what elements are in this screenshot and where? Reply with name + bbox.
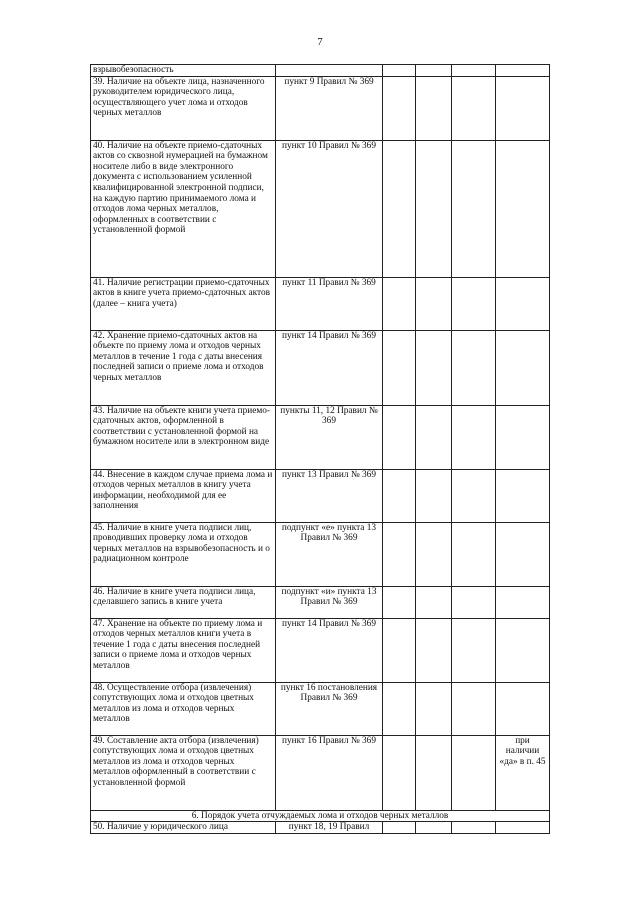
note-cell bbox=[496, 586, 550, 618]
answer-yes-cell bbox=[383, 522, 416, 586]
answer-na-cell bbox=[452, 405, 496, 469]
answer-na-cell bbox=[452, 65, 496, 77]
legal-reference: пункт 18, 19 Правил bbox=[276, 822, 383, 834]
page-number: 7 bbox=[317, 36, 323, 48]
requirement-row bbox=[91, 822, 550, 834]
legal-reference: подпункт «и» пункта 13 Правил № 369 bbox=[276, 586, 383, 618]
answer-no-cell bbox=[416, 140, 452, 277]
note-cell: при наличии «да» в п. 45 bbox=[496, 735, 550, 810]
legal-reference: подпункт «е» пункта 13 Правил № 369 bbox=[276, 522, 383, 586]
legal-reference: пункт 9 Правил № 369 bbox=[276, 76, 383, 140]
answer-yes-cell bbox=[383, 76, 416, 140]
requirement-text: 47. Хранение на объекте по приему лома и отходов черных металлов книги учета в течение 1 года с даты внесения последней записи о приеме лома и отходов черных металлов bbox=[91, 618, 276, 682]
answer-na-cell bbox=[452, 140, 496, 277]
note-cell bbox=[496, 140, 550, 277]
answer-no-cell bbox=[416, 405, 452, 469]
answer-yes-cell bbox=[383, 618, 416, 682]
section-header: 6. Порядок учета отчуждаемых лома и отходов черных металлов bbox=[91, 810, 550, 822]
answer-na-cell bbox=[452, 469, 496, 522]
answer-yes-cell bbox=[383, 586, 416, 618]
note-cell bbox=[496, 682, 550, 735]
answer-yes-cell bbox=[383, 822, 416, 834]
legal-reference: пункт 13 Правил № 369 bbox=[276, 469, 383, 522]
answer-na-cell bbox=[452, 586, 496, 618]
legal-reference bbox=[276, 65, 383, 77]
requirement-text: 46. Наличие в книге учета подписи лица, сделавшего запись в книге учета bbox=[91, 586, 276, 618]
requirement-row bbox=[91, 405, 550, 469]
requirement-row bbox=[91, 76, 550, 140]
note-cell bbox=[496, 822, 550, 834]
requirement-text: 40. Наличие на объекте приемо-сдаточных актов со сквозной нумерацией на бумажном носителе либо в виде электронного документа с использованием усиленной квалифицированной электронной подписи, на каждую партию принимаемого лома и отходов лома черных металлов, оформленных в соответствии с установленной формой bbox=[91, 140, 276, 277]
answer-yes-cell bbox=[383, 735, 416, 810]
checklist-table-body bbox=[91, 65, 550, 834]
answer-no-cell bbox=[416, 735, 452, 810]
note-cell bbox=[496, 330, 550, 405]
answer-yes-cell bbox=[383, 65, 416, 77]
note-cell bbox=[496, 618, 550, 682]
legal-reference: пункт 16 постановления Правил № 369 bbox=[276, 682, 383, 735]
requirement-text: 50. Наличие у юридического лица bbox=[91, 822, 276, 834]
requirement-row bbox=[91, 618, 550, 682]
requirement-text: 39. Наличие на объекте лица, назначенного руководителем юридического лица, осуществляющего учет лома и отходов черных металлов bbox=[91, 76, 276, 140]
answer-no-cell bbox=[416, 277, 452, 330]
requirement-row bbox=[91, 469, 550, 522]
answer-no-cell bbox=[416, 522, 452, 586]
section-header-row bbox=[91, 810, 550, 822]
answer-na-cell bbox=[452, 682, 496, 735]
note-cell bbox=[496, 405, 550, 469]
answer-na-cell bbox=[452, 522, 496, 586]
requirement-row bbox=[91, 735, 550, 810]
answer-na-cell bbox=[452, 277, 496, 330]
answer-no-cell bbox=[416, 682, 452, 735]
answer-no-cell bbox=[416, 618, 452, 682]
answer-na-cell bbox=[452, 76, 496, 140]
requirement-text: 44. Внесение в каждом случае приема лома и отходов черных металлов в книгу учета информации, необходимой для ее заполнения bbox=[91, 469, 276, 522]
requirement-text: 45. Наличие в книге учета подписи лиц, проводивших проверку лома и отходов черных металлов на взрывобезопасность и о радиационном контроле bbox=[91, 522, 276, 586]
requirement-text: 48. Осуществление отбора (извлечения) сопутствующих лома и отходов цветных металлов из лома и отходов черных металлов bbox=[91, 682, 276, 735]
requirement-row bbox=[91, 140, 550, 277]
legal-reference: пункт 10 Правил № 369 bbox=[276, 140, 383, 277]
answer-yes-cell bbox=[383, 682, 416, 735]
answer-na-cell bbox=[452, 618, 496, 682]
answer-no-cell bbox=[416, 822, 452, 834]
requirement-row bbox=[91, 522, 550, 586]
requirement-text: 42. Хранение приемо-сдаточных актов на объекте по приему лома и отходов черных металлов в течение 1 года с даты внесения последней записи о приеме лома и отходов черных металлов bbox=[91, 330, 276, 405]
answer-yes-cell bbox=[383, 405, 416, 469]
answer-yes-cell bbox=[383, 330, 416, 405]
answer-no-cell bbox=[416, 65, 452, 77]
answer-no-cell bbox=[416, 586, 452, 618]
note-cell bbox=[496, 522, 550, 586]
requirement-text: взрывобезопасность bbox=[91, 65, 276, 77]
requirement-row bbox=[91, 586, 550, 618]
legal-reference: пункты 11, 12 Правил № 369 bbox=[276, 405, 383, 469]
requirement-text: 41. Наличие регистрации приемо-сдаточных актов в книге учета приемо-сдаточных актов (далее – книга учета) bbox=[91, 277, 276, 330]
requirement-row bbox=[91, 277, 550, 330]
checklist-table bbox=[90, 64, 550, 834]
answer-no-cell bbox=[416, 469, 452, 522]
requirement-row bbox=[91, 682, 550, 735]
legal-reference: пункт 11 Правил № 369 bbox=[276, 277, 383, 330]
requirement-row bbox=[91, 330, 550, 405]
note-cell bbox=[496, 76, 550, 140]
requirement-row bbox=[91, 65, 550, 77]
legal-reference: пункт 14 Правил № 369 bbox=[276, 618, 383, 682]
legal-reference: пункт 14 Правил № 369 bbox=[276, 330, 383, 405]
requirement-text: 43. Наличие на объекте книги учета приемо-сдаточных актов, оформленной в соответствии с установленной формой на бумажном носителе или в электронном виде bbox=[91, 405, 276, 469]
note-cell bbox=[496, 277, 550, 330]
answer-na-cell bbox=[452, 822, 496, 834]
answer-na-cell bbox=[452, 330, 496, 405]
note-cell bbox=[496, 469, 550, 522]
answer-no-cell bbox=[416, 76, 452, 140]
answer-yes-cell bbox=[383, 140, 416, 277]
answer-no-cell bbox=[416, 330, 452, 405]
answer-yes-cell bbox=[383, 277, 416, 330]
note-cell bbox=[496, 65, 550, 77]
answer-yes-cell bbox=[383, 469, 416, 522]
answer-na-cell bbox=[452, 735, 496, 810]
requirement-text: 49. Составление акта отбора (извлечения) сопутствующих лома и отходов цветных металлов из лома и отходов черных металлов оформленный в соответствии с установленной формой bbox=[91, 735, 276, 810]
legal-reference: пункт 16 Правил № 369 bbox=[276, 735, 383, 810]
